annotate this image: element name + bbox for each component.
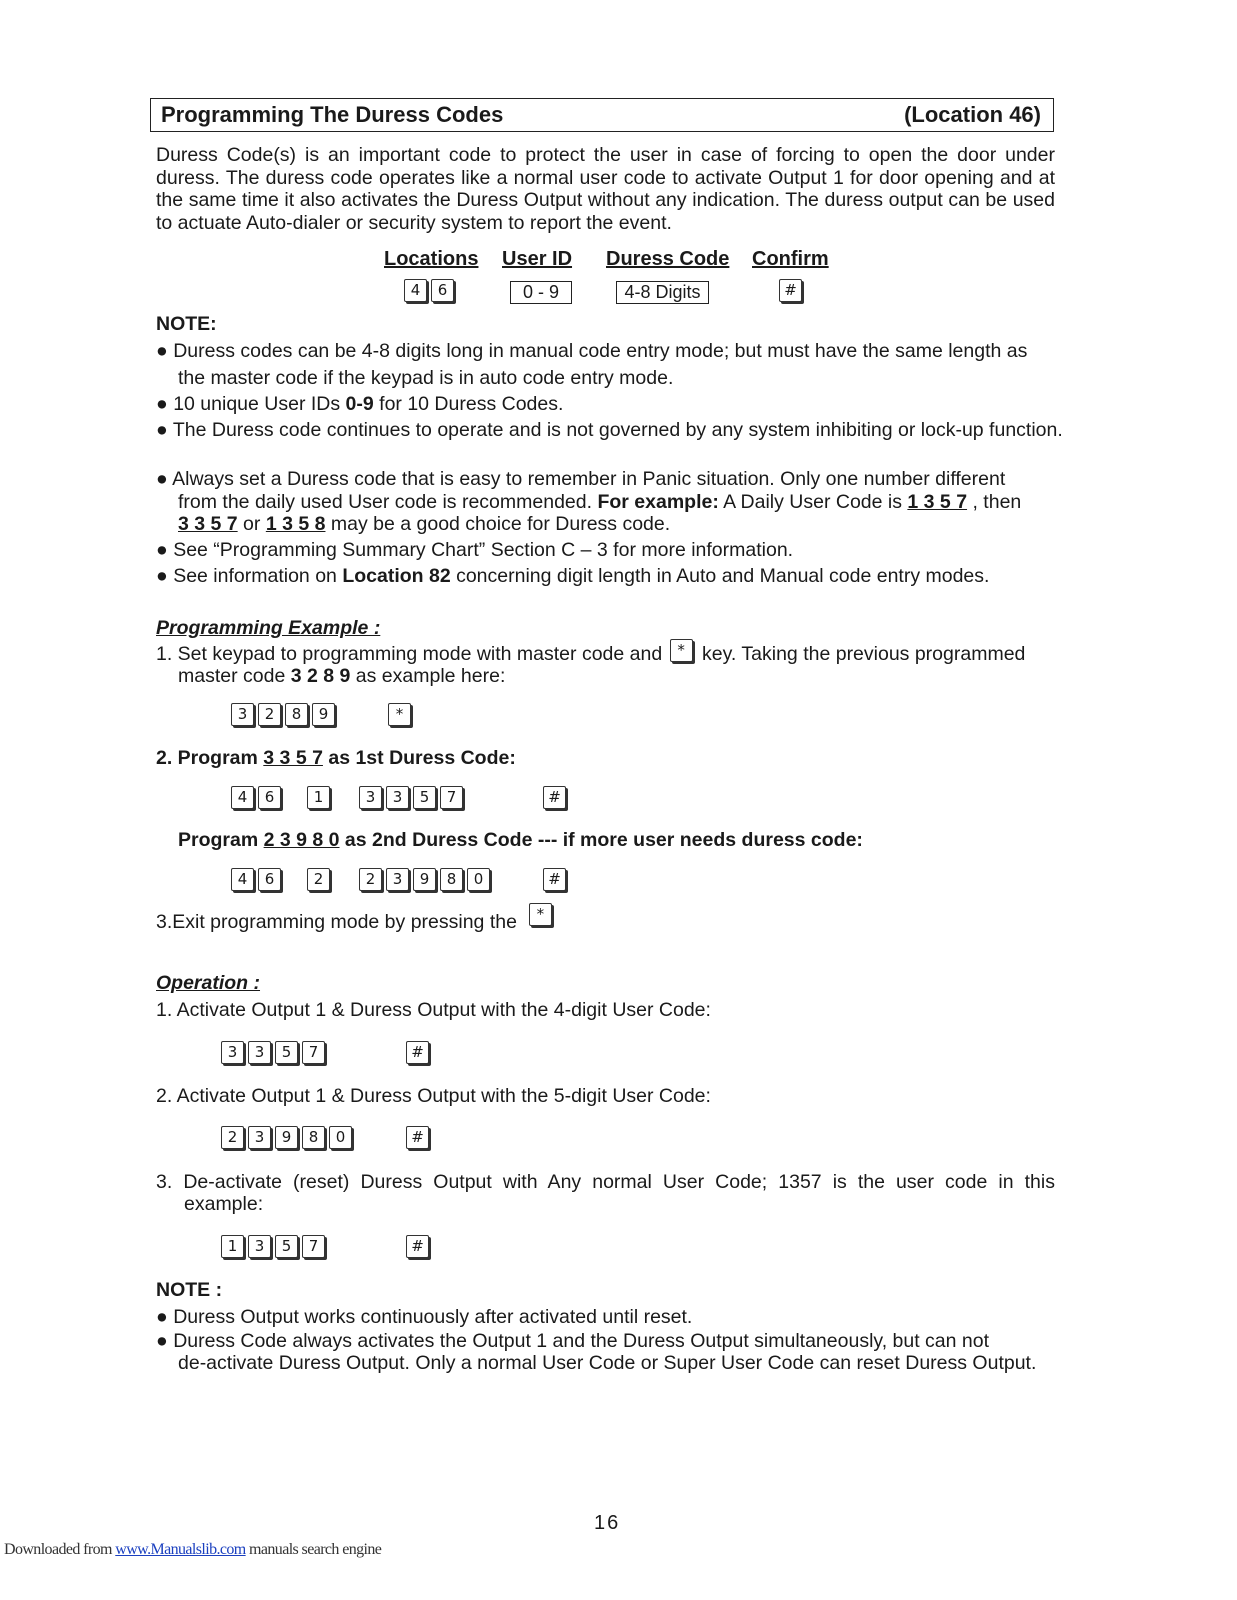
prog-step-1-cont: master code 3 2 8 9 as example here: [178, 665, 506, 687]
section-header [150, 98, 1054, 132]
note-bullet: ● 10 unique User IDs 0-9 for 10 Duress Codes. [156, 393, 564, 415]
note-bullet-cont: de-activate Duress Output. Only a normal User Code or Super User Code can reset Duress Output. [178, 1352, 1037, 1374]
hash-key: # [406, 1126, 429, 1149]
star-key: * [388, 703, 411, 726]
hash-key: # [543, 786, 566, 809]
key: 3 [221, 1041, 244, 1064]
key: 3 [386, 786, 409, 809]
key: 7 [440, 786, 463, 809]
section-title: Programming The Duress Codes [161, 102, 504, 128]
section-location: (Location 46) [904, 102, 1041, 128]
prog-step-3: 3.Exit programming mode by pressing the * [156, 911, 552, 934]
key: 1 [307, 786, 330, 809]
key: 2 [307, 868, 330, 891]
key: 2 [359, 868, 382, 891]
key: 0 [467, 868, 490, 891]
key: 2 [258, 703, 281, 726]
key: 3 [231, 703, 254, 726]
key: 2 [221, 1126, 244, 1149]
key: 3 [248, 1235, 271, 1258]
hash-key: # [779, 279, 802, 302]
key: 5 [275, 1235, 298, 1258]
hash-key: # [406, 1041, 429, 1064]
location-keys [404, 279, 458, 302]
key: 7 [302, 1235, 325, 1258]
intro-paragraph: Duress Code(s) is an important code to protect the user in case of forcing to open the door under duress. The duress code operates like a normal user code to activate Output 1 for door opening and at the same time it also activates the Duress Output without any indication. The duress output can be used to actuate Auto-dialer or security system to report the event. [156, 144, 1055, 234]
prog-step-1: 1. Set keypad to programming mode with master code and * key. Taking the previous programmed [156, 641, 1026, 665]
duress-code-box: 4-8 Digits [616, 281, 709, 304]
footer: Downloaded from www.Manualslib.com manuals search engine [4, 1541, 382, 1558]
location-keys [231, 868, 285, 891]
key: 5 [413, 786, 436, 809]
op-step-2: 2. Activate Output 1 & Duress Output with the 5-digit User Code: [156, 1085, 711, 1107]
hash-key: # [543, 868, 566, 891]
duress-code-keys [359, 868, 494, 891]
star-key-group [388, 703, 415, 726]
user-code-keys [221, 1041, 329, 1064]
op-step-3: 3. De-activate (reset) Duress Output with Any normal User Code; 1357 is the user code in this [156, 1171, 1055, 1193]
col-duress-code: Duress Code [606, 248, 730, 270]
key: 4 [404, 279, 427, 302]
prog-step-2: 2. Program 3 3 5 7 as 1st Duress Code: [156, 747, 516, 769]
op-step-1: 1. Activate Output 1 & Duress Output with the 4-digit User Code: [156, 999, 711, 1021]
key: 5 [275, 1041, 298, 1064]
hash-key-group [543, 868, 570, 891]
master-code-keys [231, 703, 339, 726]
key: 1 [221, 1235, 244, 1258]
manualslib-link[interactable]: www.Manualslib.com [115, 1541, 246, 1558]
note-bullet: ● Duress Code always activates the Output 1 and the Duress Output simultaneously, but can not [156, 1330, 990, 1352]
user-id-key [307, 786, 334, 809]
note-bullet-cont: the master code if the keypad is in auto code entry mode. [178, 367, 674, 389]
key: 9 [312, 703, 335, 726]
hash-key-group [406, 1235, 433, 1258]
note-title: NOTE : [156, 1279, 223, 1301]
user-code-keys [221, 1235, 329, 1258]
note-bullet-cont: 3 3 5 7 or 1 3 5 8 may be a good choice for Duress code. [178, 513, 671, 535]
user-code-keys [221, 1126, 356, 1149]
key: 3 [359, 786, 382, 809]
duress-code-keys [359, 786, 467, 809]
star-key: * [529, 903, 552, 926]
location-keys [231, 786, 285, 809]
note-bullet: ● Always set a Duress code that is easy to remember in Panic situation. Only one number different [156, 468, 1006, 490]
user-id-box: 0 - 9 [510, 281, 572, 304]
key: 9 [413, 868, 436, 891]
key: 6 [431, 279, 454, 302]
note-bullet-cont: from the daily used User code is recommended. For example: A Daily User Code is 1 3 5 7 , then [178, 491, 1022, 513]
note-bullet: ● The Duress code continues to operate and is not governed by any system inhibiting or lock-up function. [156, 419, 1063, 441]
note-title: NOTE: [156, 313, 217, 335]
key: 9 [275, 1126, 298, 1149]
key: 3 [386, 868, 409, 891]
col-locations: Locations [384, 248, 479, 270]
key: 8 [285, 703, 308, 726]
programming-title: Programming Example : [156, 617, 381, 639]
star-key: * [670, 639, 693, 662]
confirm-key [779, 279, 806, 302]
hash-key-group [406, 1126, 433, 1149]
note-bullet: ● See information on Location 82 concerning digit length in Auto and Manual code entry modes. [156, 565, 990, 587]
key: 0 [329, 1126, 352, 1149]
key: 8 [440, 868, 463, 891]
key: 7 [302, 1041, 325, 1064]
key: 6 [258, 786, 281, 809]
key: 4 [231, 868, 254, 891]
key: 3 [248, 1041, 271, 1064]
hash-key: # [406, 1235, 429, 1258]
hash-key-group [406, 1041, 433, 1064]
note-bullet: ● Duress Output works continuously after activated until reset. [156, 1306, 693, 1328]
prog-step-2b: Program 2 3 9 8 0 as 2nd Duress Code --- if more user needs duress code: [178, 829, 863, 851]
hash-key-group [543, 786, 570, 809]
note-bullet: ● Duress codes can be 4-8 digits long in manual code entry mode; but must have the same length as [156, 340, 1028, 362]
user-id-key [307, 868, 334, 891]
key: 8 [302, 1126, 325, 1149]
operation-title: Operation : [156, 972, 261, 994]
page-number: 16 [594, 1512, 621, 1534]
key: 3 [248, 1126, 271, 1149]
key: 4 [231, 786, 254, 809]
col-confirm: Confirm [752, 248, 829, 270]
key: 6 [258, 868, 281, 891]
note-bullet: ● See “Programming Summary Chart” Section C – 3 for more information. [156, 539, 794, 561]
op-step-3-cont: example: [184, 1193, 264, 1215]
col-user-id: User ID [502, 248, 573, 270]
